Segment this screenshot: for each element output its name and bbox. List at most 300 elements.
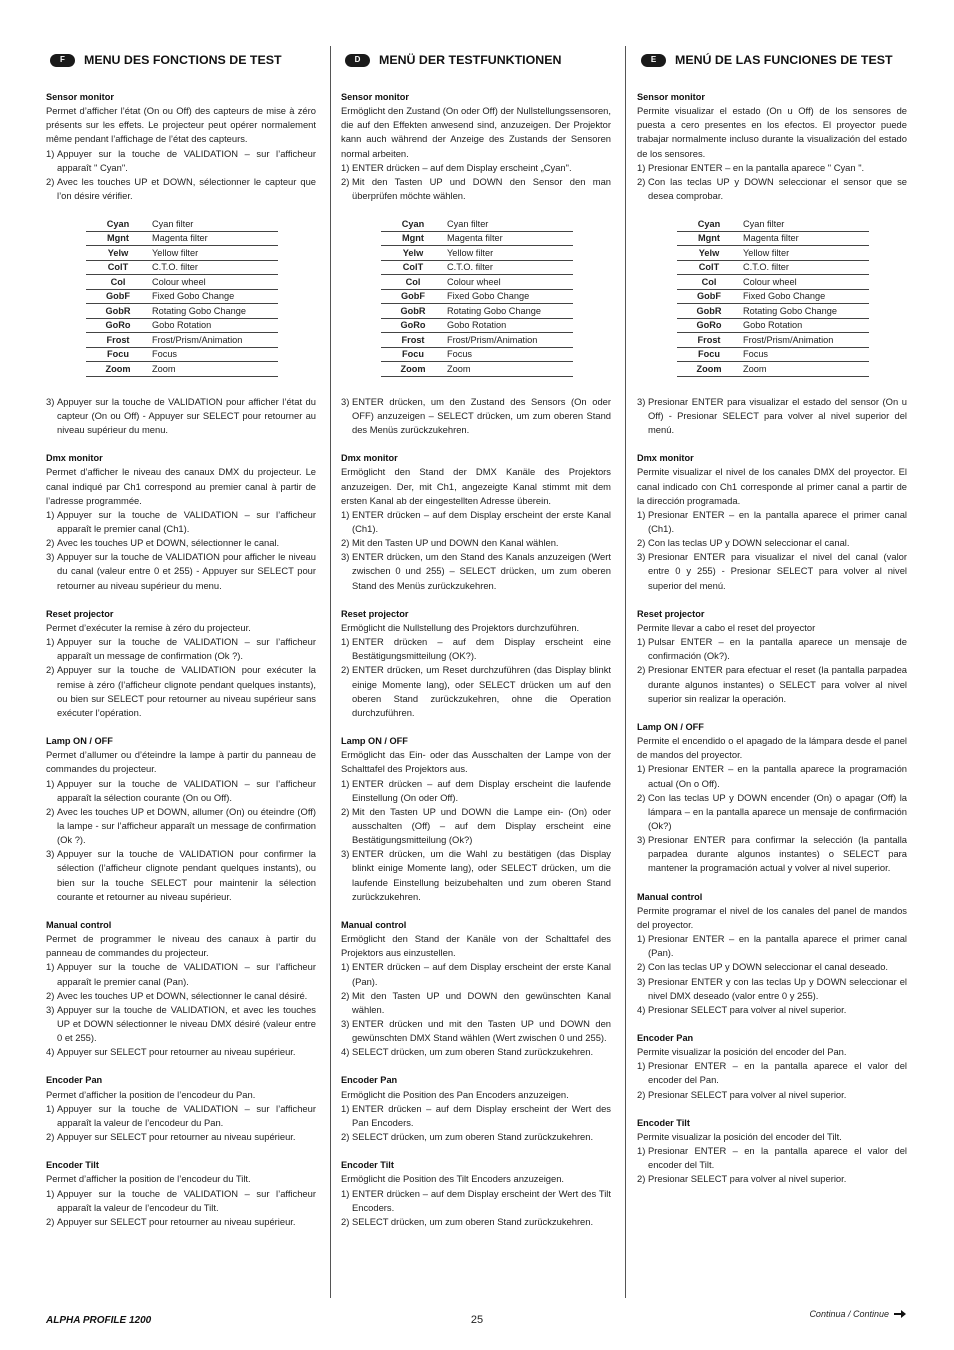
- section-encoder-tilt: [637, 1116, 907, 1187]
- column-divider: [330, 46, 331, 1298]
- column-header: [637, 46, 907, 74]
- step-item: [637, 1003, 907, 1017]
- section-title: Manual control: [46, 919, 112, 930]
- step-number: 2): [46, 664, 55, 676]
- sensor-description: Gobo Rotation: [445, 318, 573, 333]
- sensor-code: Col: [86, 275, 150, 290]
- step-number: 2): [341, 989, 350, 1001]
- sensor-code: Col: [677, 275, 741, 290]
- sensor-row: [86, 318, 278, 333]
- step-number: 2): [46, 1131, 55, 1143]
- step-text: ENTER drücken – auf dem Display erscheint der erste Kanal (Pan).: [352, 961, 611, 987]
- step-number: 2): [341, 537, 350, 549]
- step-number: 1): [637, 508, 646, 520]
- sensor-row: [381, 217, 573, 231]
- step-item: [341, 805, 611, 847]
- step-list: [637, 395, 907, 437]
- step-number: 1): [46, 508, 55, 520]
- step-number: 2): [46, 1215, 55, 1227]
- sensor-code: Frost: [86, 333, 150, 348]
- sensor-code: Cyan: [86, 217, 150, 231]
- section-title: Encoder Pan: [637, 1033, 694, 1043]
- sensor-row: [86, 289, 278, 304]
- step-number: 1): [341, 777, 350, 789]
- sensor-description: Colour wheel: [445, 275, 573, 290]
- step-item: [341, 1187, 611, 1215]
- step-text: Appuyer sur la touche de VALIDATION – sur l’afficheur apparaît la sélection courante (On ou Off).: [57, 777, 316, 803]
- sensor-description: Yellow filter: [445, 246, 573, 261]
- column-title: MENÚ DE LAS FUNCIONES DE TEST: [675, 52, 893, 67]
- step-number: 3): [341, 551, 350, 563]
- section-intro: Permite el encendido o el apagado de la lámpara desde el panel de mandos del proyector.: [637, 735, 907, 761]
- sensor-code: GobF: [86, 289, 150, 304]
- step-item: [637, 635, 907, 663]
- step-list: [637, 161, 907, 203]
- step-number: 1): [46, 777, 55, 789]
- section-title: Encoder Pan: [341, 1075, 398, 1086]
- step-item: [341, 395, 611, 437]
- step-item: [341, 1130, 611, 1144]
- section-reset-projector: [46, 607, 316, 720]
- sensor-code: Cyan: [381, 217, 445, 231]
- step-text: Appuyer sur la touche de VALIDATION pour exécuter la remise à zéro (l’afficheur clignote pendant quelques instants), ou bien sur SELECT pour retourner au niveau supérieur sans exécuter l’opération.: [57, 664, 316, 718]
- section-intro: Permet d’exécuter la remise à zéro du projecteur.: [46, 621, 251, 633]
- step-text: SELECT drücken, um zum oberen Stand zurückzukehren.: [352, 1215, 594, 1227]
- section-intro: Ermöglicht die Nullstellung des Projektors durchzuführen.: [341, 621, 580, 633]
- sensor-row: [677, 362, 869, 377]
- sensor-description: Colour wheel: [150, 275, 278, 290]
- step-number: 2): [341, 175, 350, 187]
- section-title: Encoder Pan: [46, 1075, 103, 1086]
- step-text: Presionar SELECT para volver al nivel superior.: [648, 1088, 847, 1100]
- sensor-description: Cyan filter: [150, 217, 278, 231]
- sensor-row: [381, 275, 573, 290]
- section-intro: Permet d’afficher la position de l’encodeur du Tilt.: [46, 1173, 251, 1185]
- section-title: Lamp ON / OFF: [46, 736, 113, 747]
- step-item: [46, 1102, 316, 1130]
- sensor-code: Yelw: [86, 246, 150, 261]
- step-text: Presionar ENTER para visualizar el estado del sensor (On u Off) - Presionar SELECT para volver al nivel superior del menú.: [648, 395, 907, 436]
- sensor-code: Focu: [677, 347, 741, 362]
- step-text: Appuyer sur la touche de VALIDATION – sur l’afficheur apparaît le premier canal (Pan).: [57, 961, 316, 987]
- step-list: [341, 508, 611, 593]
- sensor-description: Yellow filter: [741, 246, 869, 261]
- sensor-row: [381, 362, 573, 377]
- step-number: 2): [637, 961, 646, 973]
- sensor-row: [381, 318, 573, 333]
- section-intro: Permite visualizar el nivel de los canales DMX del proyector. El canal indicado con Ch1 corresponde al primer canal a partir de la dirección programada.: [637, 466, 907, 506]
- sensor-row: [86, 275, 278, 290]
- step-number: 4): [637, 1003, 646, 1015]
- sensor-row: [677, 333, 869, 348]
- step-text: Avec les touches UP et DOWN, allumer (On) ou éteindre (Off) la lampe - sur l’afficheur apparaît un message de confirmation (Ok ?).: [57, 805, 316, 846]
- step-number: 2): [341, 1215, 350, 1227]
- step-text: Presionar ENTER – en la pantalla aparece el primer canal (Ch1).: [648, 508, 907, 534]
- sensor-code: Zoom: [86, 362, 150, 377]
- column-header: [341, 46, 611, 74]
- column-german: [341, 46, 611, 1243]
- sensor-row: [381, 333, 573, 348]
- step-item: [341, 1102, 611, 1130]
- sensor-code: GoRo: [677, 318, 741, 333]
- section-intro: Permet d’allumer ou d’éteindre la lampe à partir du panneau de commandes du projecteur.: [46, 749, 316, 775]
- sensor-description: Zoom: [445, 362, 573, 377]
- step-item: [637, 1088, 907, 1102]
- step-text: Appuyer sur SELECT pour retourner au niveau supérieur.: [57, 1131, 296, 1143]
- step-item: [637, 536, 907, 550]
- step-number: 2): [341, 805, 350, 817]
- column-header: [46, 46, 316, 74]
- step-number: 1): [341, 636, 350, 648]
- step-text: Presionar SELECT para volver al nivel superior.: [648, 1173, 847, 1185]
- step-text: Appuyer sur SELECT pour retourner au niveau supérieur.: [57, 1215, 296, 1227]
- section-title: Encoder Tilt: [637, 1117, 690, 1128]
- step-item: [637, 663, 907, 705]
- step-list: [341, 395, 611, 437]
- step-text: Presionar ENTER para confirmar la selección (la pantalla parpadea durante algunos instantes) o SELECT para mantener la programación actual y volver al nivel superior.: [648, 834, 907, 874]
- sensor-row: [381, 347, 573, 362]
- section-manual-control: [46, 918, 316, 1060]
- section-encoder-tilt: [46, 1158, 316, 1229]
- section-title: Lamp ON / OFF: [637, 721, 704, 732]
- step-list: [46, 395, 316, 437]
- sensor-code: GobR: [86, 304, 150, 319]
- step-text: Appuyer sur la touche de VALIDATION pour confirmer la sélection (l’afficheur clignote pendant quelques instants), ou bien sur la touche SELECT pour maintenir la sélection courante et retourner au niveau supérieur.: [57, 848, 316, 902]
- continue-label: Continua / Continue: [809, 1309, 889, 1319]
- sensor-description: Fixed Gobo Change: [445, 289, 573, 304]
- step-number: 2): [637, 1088, 646, 1100]
- step-item: [341, 550, 611, 592]
- sensor-row: [86, 246, 278, 261]
- sensor-code: ColT: [677, 260, 741, 275]
- sensor-description: Focus: [741, 347, 869, 362]
- section-encoder-pan: [637, 1031, 907, 1102]
- column-title: MENÜ DER TESTFUNKTIONEN: [379, 52, 562, 67]
- step-item: [341, 635, 611, 663]
- sensor-code: Yelw: [677, 246, 741, 261]
- step-number: 1): [46, 961, 55, 973]
- step-list: [637, 1059, 907, 1101]
- sensor-table: [381, 217, 573, 377]
- step-list: [341, 1187, 611, 1229]
- step-text: ENTER drücken – auf dem Display erscheint der Wert des Pan Encoders.: [352, 1102, 611, 1128]
- step-text: ENTER drücken, um die Wahl zu bestätigen (das Display blinkt einige Momente lang), oder SELECT drücken, um die laufende Einstellung beizubehalten und zum oberen Stand zurückzukehren.: [352, 848, 611, 902]
- sensor-row: [86, 260, 278, 275]
- step-item: [46, 663, 316, 720]
- section-intro: Permite visualizar la posición del encoder del Tilt.: [637, 1130, 842, 1142]
- sensor-code: Col: [381, 275, 445, 290]
- section-reset-projector: [341, 607, 611, 720]
- step-item: [46, 536, 316, 550]
- step-list: [637, 932, 907, 1017]
- step-text: Con las teclas UP y DOWN seleccionar el canal.: [648, 537, 850, 549]
- section-title: Reset projector: [341, 608, 409, 619]
- step-text: ENTER drücken, um Reset durchzuführen (das Display blinkt einige Momente lang), oder SELECT drücken um auf den oberen Stand zurückzukehren, ohne die Operation durchzuführen.: [352, 664, 611, 718]
- sensor-code: Frost: [381, 333, 445, 348]
- sensor-code: GobR: [677, 304, 741, 319]
- sensor-row: [86, 231, 278, 246]
- step-item: [46, 508, 316, 536]
- section-title: Lamp ON / OFF: [341, 736, 408, 747]
- section-intro: Permet de programmer le niveau des canaux à partir du panneau de commandes du projecteur.: [46, 933, 316, 959]
- step-list: [46, 777, 316, 904]
- step-item: [637, 508, 907, 536]
- step-item: [637, 762, 907, 790]
- step-item: [637, 1172, 907, 1186]
- step-number: 1): [341, 961, 350, 973]
- step-text: Presionar ENTER para efectuar el reset (la pantalla parpadea durante algunos instantes) o SELECT para volver al nivel superior sin realizar la operación.: [648, 664, 907, 704]
- sensor-code: ColT: [86, 260, 150, 275]
- step-number: 3): [341, 848, 350, 860]
- step-list: [637, 508, 907, 593]
- sensor-row: [677, 217, 869, 231]
- section-intro: Permet d’afficher l’état (On ou Off) des capteurs de mise à zéro présents sur les effets. Le projecteur peut opérer normalement même pendant l’affichage de l’état des capteurs.: [46, 105, 316, 145]
- step-item: [46, 395, 316, 437]
- language-badge: F: [50, 54, 75, 67]
- section-intro: Ermöglicht den Stand der Kanäle von der Schalttafel des Projektors aus einzustellen.: [341, 933, 611, 959]
- section-intro: Permite programar el nivel de los canales del panel de mandos del proyector.: [637, 904, 907, 930]
- continue-note: [809, 1309, 906, 1319]
- sensor-code: Frost: [677, 333, 741, 348]
- step-text: Appuyer sur la touche de VALIDATION, et avec les touches UP et DOWN sélectionner le niveau DMX désiré (valeur entre 0 et 255).: [57, 1003, 316, 1044]
- step-number: 1): [46, 1102, 55, 1114]
- step-list: [46, 1102, 316, 1144]
- step-item: [46, 777, 316, 805]
- section-intro: Ermöglicht das Ein- oder das Ausschalten der Lampe von der Schalttafel des Projektors aus.: [341, 749, 611, 775]
- sensor-row: [677, 318, 869, 333]
- section-manual-control: [637, 890, 907, 1017]
- step-item: [341, 536, 611, 550]
- sensor-code: GobR: [381, 304, 445, 319]
- step-text: ENTER drücken – auf dem Display erscheint eine Bestätigungsmitteilung (OK?).: [352, 636, 611, 662]
- step-number: 3): [341, 395, 350, 407]
- section-title: Dmx monitor: [46, 453, 103, 464]
- step-text: SELECT drücken, um zum oberen Stand zurückzukehren.: [352, 1046, 594, 1058]
- section-title: Reset projector: [637, 608, 705, 619]
- step-text: Presionar ENTER y con las teclas Up y DOWN seleccionar el nivel DMX deseado (valor entre 0 y 255).: [648, 975, 907, 1001]
- sensor-description: C.T.O. filter: [741, 260, 869, 275]
- section-lamp-on-off: [637, 720, 907, 876]
- step-text: ENTER drücken – auf dem Display erscheint „Cyan".: [352, 161, 572, 173]
- sensor-code: GobF: [677, 289, 741, 304]
- section-title: Reset projector: [46, 608, 114, 619]
- section-intro: Permite visualizar el estado (On u Off) de los sensores de puesta a cero presentes en los efectos. El proyector puede trabajar normalmente incluso durante la visualización del estado de los sensores.: [637, 105, 907, 159]
- step-number: 2): [46, 537, 55, 549]
- step-number: 3): [637, 395, 646, 407]
- step-number: 4): [341, 1046, 350, 1058]
- step-number: 2): [341, 664, 350, 676]
- sensor-row: [86, 362, 278, 377]
- step-text: Presionar SELECT para volver al nivel superior.: [648, 1003, 847, 1015]
- step-number: 2): [637, 791, 646, 803]
- step-number: 2): [46, 175, 55, 187]
- sensor-description: Frost/Prism/Animation: [741, 333, 869, 348]
- step-number: 3): [46, 1003, 55, 1015]
- step-text: Appuyer sur SELECT pour retourner au niveau supérieur.: [57, 1046, 296, 1058]
- sensor-description: Rotating Gobo Change: [150, 304, 278, 319]
- sensor-description: Cyan filter: [445, 217, 573, 231]
- step-list: [637, 635, 907, 706]
- step-item: [341, 175, 611, 203]
- step-item: [637, 975, 907, 1003]
- step-number: 1): [637, 763, 646, 775]
- sensor-code: Mgnt: [86, 231, 150, 246]
- step-text: Con las teclas UP y DOWN seleccionar el sensor que se desea comprobar.: [648, 175, 907, 202]
- step-item: [637, 1059, 907, 1087]
- step-item: [46, 1215, 316, 1229]
- sensor-description: Cyan filter: [741, 217, 869, 231]
- step-item: [637, 550, 907, 592]
- sensor-code: GoRo: [381, 318, 445, 333]
- section-lamp-on-off: [46, 734, 316, 904]
- section-title: Encoder Tilt: [341, 1160, 394, 1171]
- step-number: 2): [637, 664, 646, 676]
- step-list: [46, 508, 316, 593]
- step-item: [46, 1045, 316, 1059]
- step-text: Avec les touches UP et DOWN, sélectionner le canal désiré.: [57, 989, 308, 1001]
- section-intro: Permet d’afficher le niveau des canaux DMX du projecteur. Le canal indiqué par Ch1 correspond au premier canal à partir de l’adresse programmée.: [46, 466, 316, 506]
- step-text: Presionar ENTER – en la pantalla aparece el primer canal (Pan).: [648, 933, 907, 959]
- step-item: [637, 833, 907, 875]
- step-text: Presionar ENTER – en la pantalla aparece la programación actual (On o Off).: [648, 763, 907, 789]
- sensor-code: Focu: [381, 347, 445, 362]
- product-name: ALPHA PROFILE 1200: [46, 1315, 152, 1326]
- section-title: Sensor monitor: [46, 92, 114, 102]
- step-item: [637, 960, 907, 974]
- step-list: [46, 960, 316, 1059]
- sensor-row: [677, 231, 869, 246]
- sensor-row: [86, 347, 278, 362]
- step-text: ENTER drücken – auf dem Display erscheint die laufende Einstellung (On oder Off).: [352, 777, 611, 803]
- step-text: ENTER drücken – auf dem Display erscheint der erste Kanal (Ch1).: [352, 508, 611, 534]
- section-title: Sensor monitor: [341, 92, 409, 102]
- step-number: 2): [637, 537, 646, 549]
- section-intro: Ermöglicht den Zustand (On oder Off) der Nullstellungssensoren, die auf den Effekten anwesend sind, anzuzeigen. Der Projektor kann auch während der Anzeige des Zustands der Sensoren normal arbeiten.: [341, 105, 611, 159]
- step-number: 2): [341, 1131, 350, 1143]
- step-item: [46, 147, 316, 175]
- sensor-description: Magenta filter: [445, 231, 573, 246]
- step-list: [341, 1102, 611, 1144]
- sensor-row: [677, 289, 869, 304]
- step-number: 1): [637, 1145, 646, 1157]
- section-encoder-pan: [341, 1073, 611, 1144]
- step-text: ENTER drücken, um den Stand des Kanals anzuzeigen (Wert zwischen 0 und 255) – SELECT drücken, um zum oberen Stand des Menüs zurückzukehren.: [352, 551, 611, 591]
- step-number: 1): [46, 147, 55, 159]
- step-text: Appuyer sur la touche de VALIDATION pour afficher le niveau du canal (valeur entre 0 et 255) - Appuyer sur SELECT pour retourner au niveau supérieur du menu.: [57, 551, 316, 591]
- sensor-description: Frost/Prism/Animation: [445, 333, 573, 348]
- sensor-description: Magenta filter: [150, 231, 278, 246]
- sensor-code: Mgnt: [677, 231, 741, 246]
- step-item: [46, 1187, 316, 1215]
- step-text: Presionar ENTER – en la pantalla aparece el valor del encoder del Pan.: [648, 1060, 907, 1086]
- step-text: Avec les touches UP et DOWN, sélectionner le capteur que l’on désire vérifier.: [57, 175, 316, 202]
- section-encoder-tilt: [341, 1158, 611, 1229]
- section-intro: Permet d’afficher la position de l’encodeur du Pan.: [46, 1088, 256, 1100]
- section-dmx-monitor: [341, 451, 611, 593]
- step-text: Avec les touches UP et DOWN, sélectionner le canal.: [57, 537, 280, 549]
- sensor-row: [677, 246, 869, 261]
- sensor-table: [86, 217, 278, 377]
- sensor-code: ColT: [381, 260, 445, 275]
- step-text: Mit den Tasten UP und DOWN den Kanal wählen.: [352, 537, 559, 549]
- step-number: 3): [637, 551, 646, 563]
- sensor-description: Zoom: [741, 362, 869, 377]
- section-dmx-monitor: [46, 451, 316, 593]
- sensor-row: [86, 333, 278, 348]
- step-item: [341, 960, 611, 988]
- section-intro: Ermöglicht die Position des Pan Encoders anzuzeigen.: [341, 1088, 569, 1100]
- sensor-description: Zoom: [150, 362, 278, 377]
- step-item: [46, 989, 316, 1003]
- sensor-row: [381, 289, 573, 304]
- step-list: [341, 777, 611, 904]
- sensor-description: Focus: [445, 347, 573, 362]
- section-sensor-monitor: [46, 90, 316, 437]
- step-number: 3): [637, 975, 646, 987]
- sensor-description: Rotating Gobo Change: [741, 304, 869, 319]
- sensor-code: GobF: [381, 289, 445, 304]
- section-intro: Ermöglicht die Position des Tilt Encoders anzuzeigen.: [341, 1173, 565, 1185]
- sensor-description: Colour wheel: [741, 275, 869, 290]
- step-number: 1): [46, 1187, 55, 1199]
- step-item: [341, 508, 611, 536]
- sensor-description: Gobo Rotation: [150, 318, 278, 333]
- section-reset-projector: [637, 607, 907, 706]
- sensor-code: Focu: [86, 347, 150, 362]
- step-number: 3): [46, 551, 55, 563]
- step-number: 1): [637, 636, 646, 648]
- step-text: Appuyer sur la touche de VALIDATION – sur l’afficheur apparaît un message de confirmation (Ok ?).: [57, 636, 316, 662]
- sensor-row: [381, 304, 573, 319]
- sensor-code: Cyan: [677, 217, 741, 231]
- sensor-description: Frost/Prism/Animation: [150, 333, 278, 348]
- step-item: [341, 663, 611, 720]
- sensor-description: Fixed Gobo Change: [150, 289, 278, 304]
- language-badge: E: [641, 54, 666, 67]
- step-number: 2): [637, 175, 646, 187]
- section-intro: Ermöglicht den Stand der DMX Kanäle des Projektors anzuzeigen. Der, mit Ch1, angezeigte Kanal stimmt mit dem ersten Kanal ab der eingestellten Adresse überein.: [341, 466, 611, 506]
- sensor-description: C.T.O. filter: [150, 260, 278, 275]
- sensor-code: Mgnt: [381, 231, 445, 246]
- step-number: 3): [341, 1018, 350, 1029]
- step-number: 1): [46, 636, 55, 648]
- section-title: Encoder Tilt: [46, 1160, 99, 1171]
- step-item: [46, 635, 316, 663]
- step-item: [341, 989, 611, 1017]
- section-lamp-on-off: [341, 734, 611, 904]
- step-text: Presionar ENTER – en la pantalla aparece el valor del encoder del Tilt.: [648, 1145, 907, 1171]
- step-list: [341, 960, 611, 1059]
- section-title: Dmx monitor: [341, 453, 398, 464]
- step-item: [46, 1003, 316, 1045]
- step-item: [46, 960, 316, 988]
- step-number: 3): [637, 834, 646, 846]
- step-text: ENTER drücken, um den Zustand des Sensors (On oder OFF) anzuzeigen – SELECT drücken, um zum oberen Stand des Menüs zurückzukehren.: [352, 395, 611, 436]
- step-number: 3): [46, 848, 55, 860]
- step-number: 1): [637, 1060, 646, 1072]
- step-text: Mit den Tasten UP und DOWN den gewünschten Kanal wählen.: [352, 989, 611, 1015]
- sensor-row: [677, 304, 869, 319]
- step-item: [341, 1045, 611, 1059]
- section-manual-control: [341, 918, 611, 1060]
- step-number: 1): [341, 508, 350, 520]
- language-badge: D: [345, 54, 370, 67]
- sensor-table: [677, 217, 869, 377]
- step-item: [637, 161, 907, 175]
- step-text: Appuyer sur la touche de VALIDATION – sur l’afficheur apparaît la valeur de l’encodeur du Tilt.: [57, 1187, 316, 1213]
- step-number: 1): [341, 1187, 350, 1199]
- step-item: [637, 395, 907, 437]
